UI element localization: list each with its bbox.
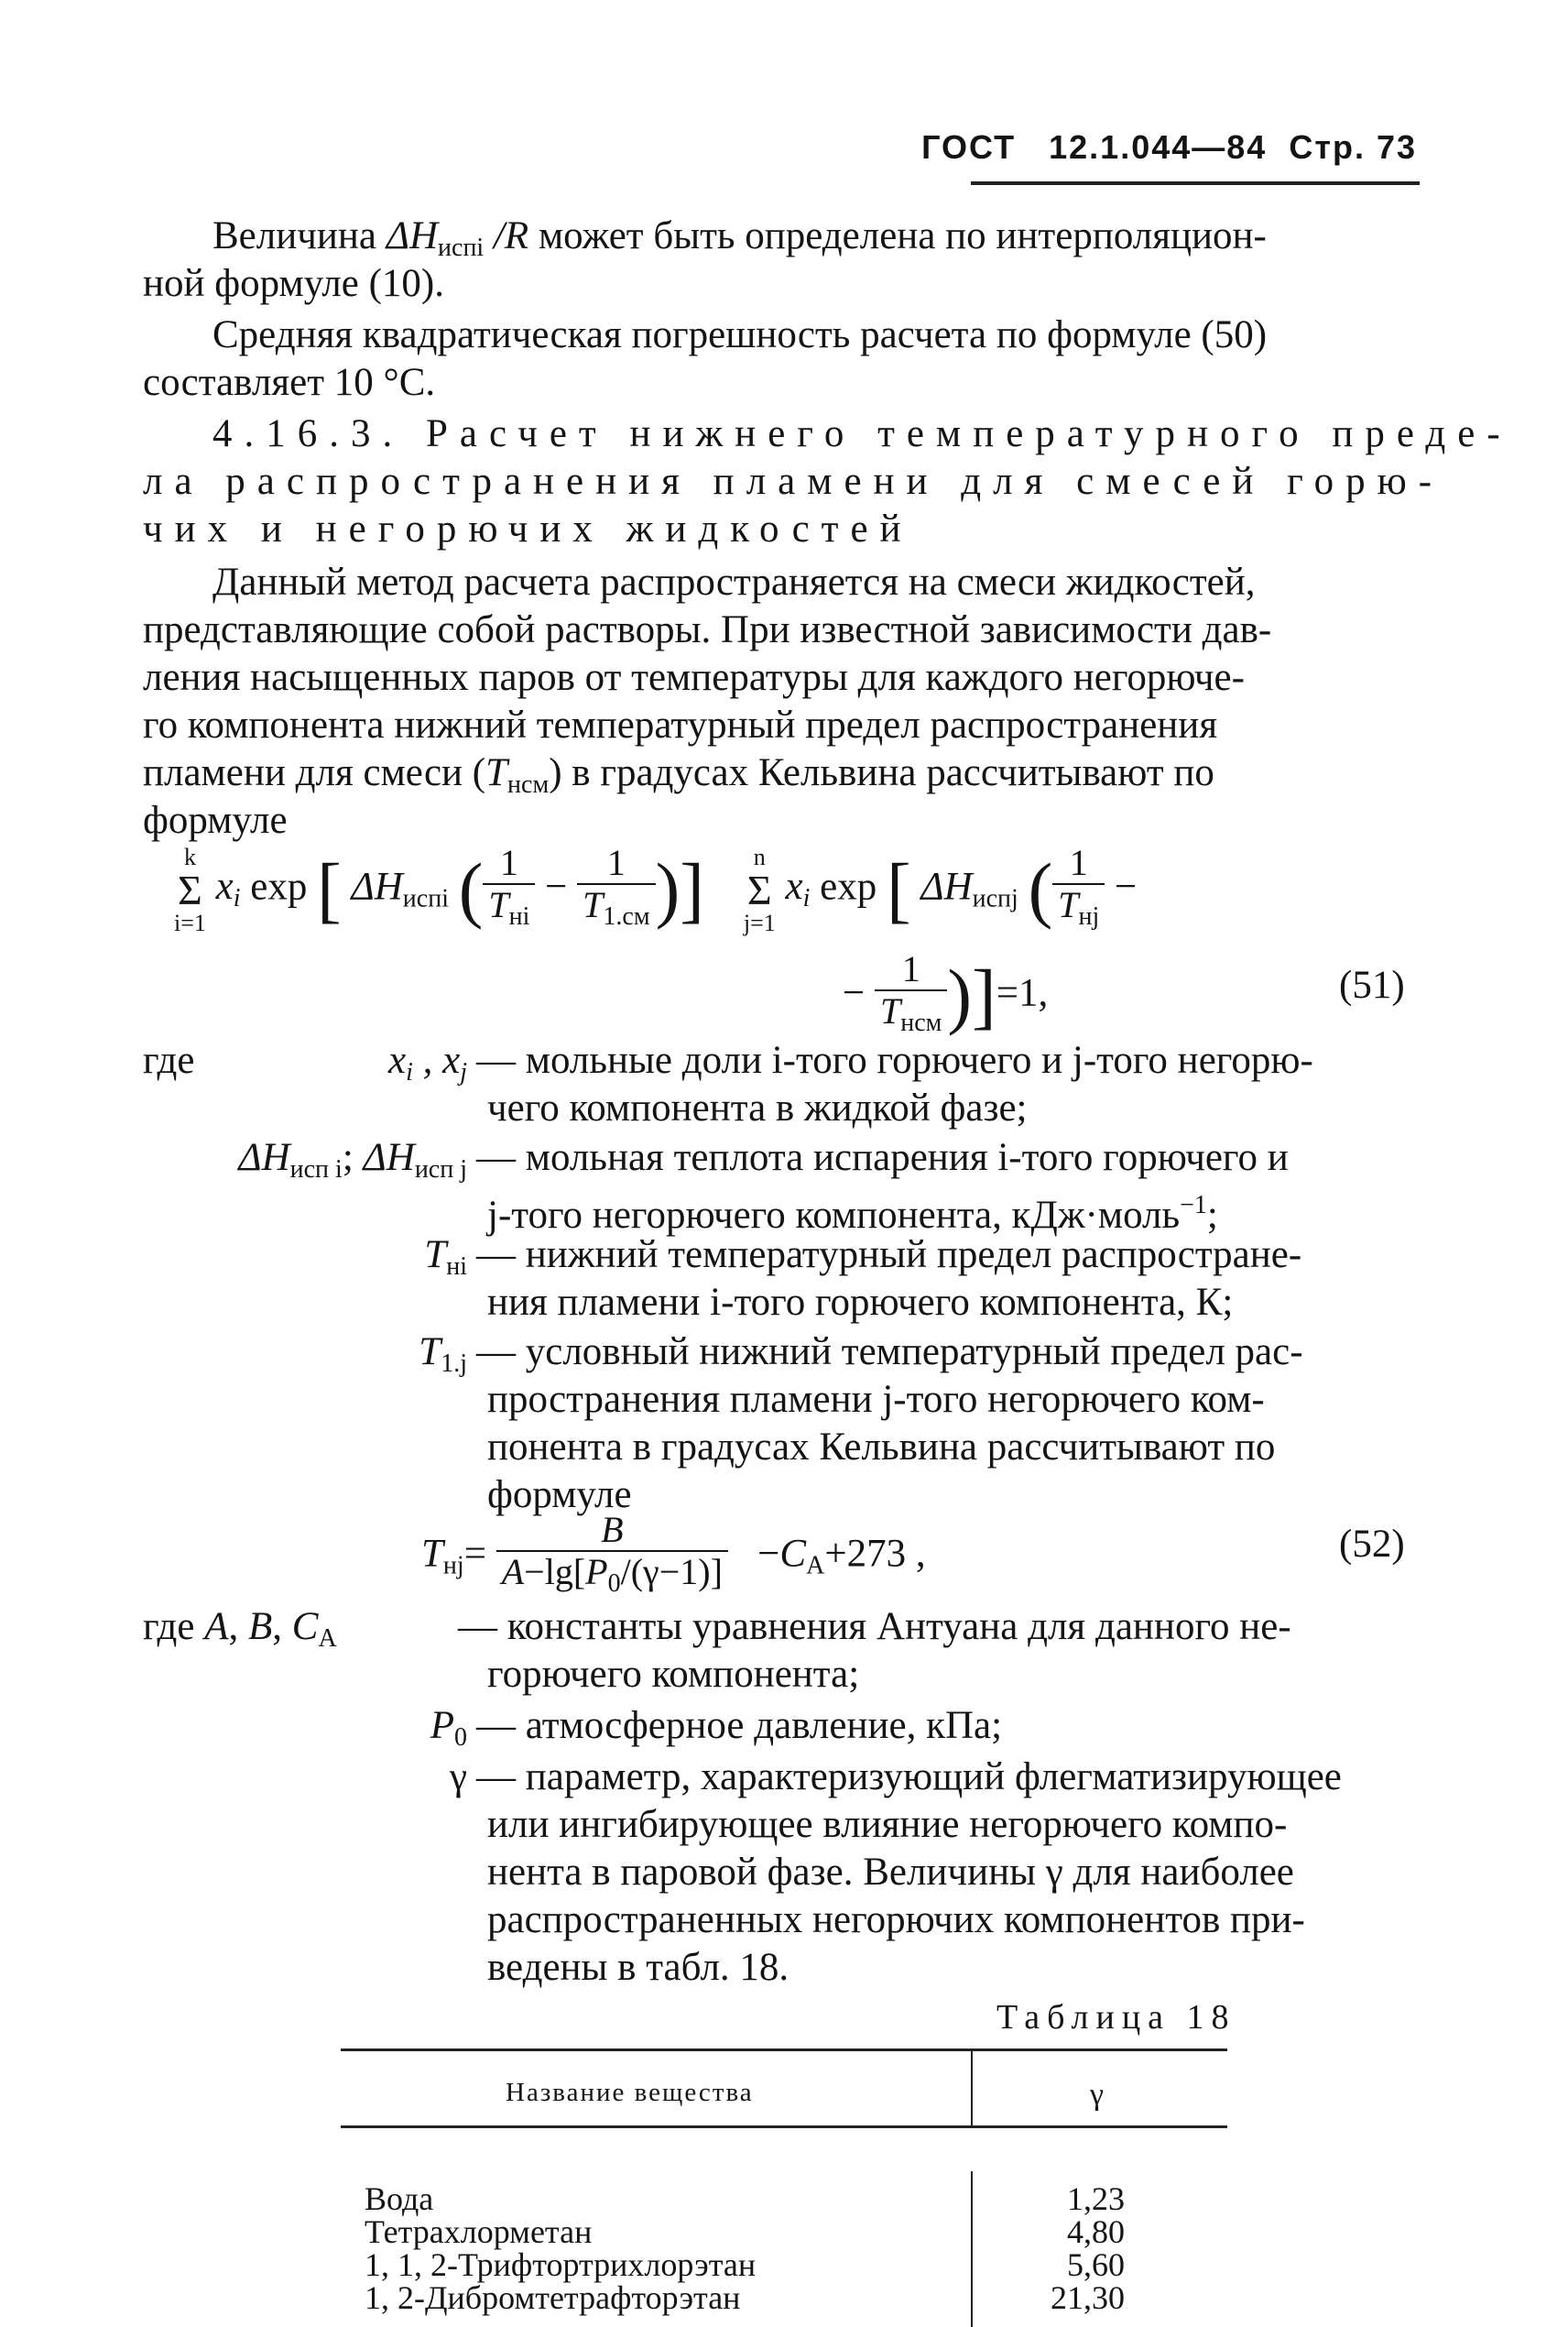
method-line5: пламени для смеси $(T_{нсм})$ в градусах Кельвина рассчитывают по [143,751,1214,799]
header-rule [971,181,1420,185]
table-row-3-gamma: 5,60 [1067,2246,1125,2283]
header-page: Стр. 73 [1289,128,1417,166]
method-line2: представляющие собой растворы. При известной зависимости дав- [143,608,1272,651]
table-row-2-name: Тетрахлорметан [365,2213,593,2250]
def1-line1: — мольные доли i-того горючего и j-того негорю- [476,1039,1313,1082]
section-heading-line1: 4.16.3. Расчет нижнего температурного преде- [212,412,1512,455]
def4-line3: понента в градусах Кельвина рассчитывают по [487,1426,1276,1469]
def7-line1: — параметр, характеризующий флегматизирующее [476,1755,1342,1798]
def7-line5: ведены в табл. 18. [487,1946,789,1989]
def7-line4: распространенных негорючих компонентов при- [487,1898,1305,1941]
def7-symbol: γ [449,1755,467,1798]
def4-line4: формуле [487,1473,632,1516]
sum-j: n Σ j=1 [743,843,776,936]
def6-line1: — атмосферное давление, кПа; [476,1704,1003,1747]
table-row-1-gamma: 1,23 [1067,2180,1125,2217]
para1-line1: Величина $\Delta H_{испi}$ /R может быть определена по интерполяцион- [212,214,1267,262]
def1-line2: чего компонента в жидкой фазе; [487,1087,1028,1130]
def5-line1: — константы уравнения Антуана для данного не- [458,1605,1291,1648]
table-header-gamma: γ [1090,2078,1106,2112]
table-body-divider [971,2171,973,2327]
def3-line1: — нижний температурный предел распростране- [476,1233,1302,1276]
header-standard: ГОСТ [921,128,1017,166]
def2-symbol: $\Delta H_{исп i}$; $\Delta H_{исп j}$ [238,1136,467,1184]
def1-symbol: $x_i$ , $x_j$ [388,1039,467,1087]
header-number: 12.1.044—84 [1049,128,1268,166]
def5-line2: горючего компонента; [487,1653,860,1696]
formula-52: $T_{нj}=$ $\frac{B}{A-\lg[P_0/(\gamma-1)]}$ $-C_A+273$ , [421,1509,926,1598]
sum-i: k Σ i=1 [174,843,206,936]
para1-line2: ной формуле (10). [143,262,444,305]
formula-51-number: (51) [1339,964,1405,1007]
where-label-1: где [143,1039,195,1082]
def3-symbol: $T_{нi}$ [424,1233,467,1281]
para2-line2: составляет 10 °С. [143,361,436,404]
table-row-4-gamma: 21,30 [1051,2279,1125,2316]
formula-52-number: (52) [1339,1523,1405,1566]
para2-line1: Средняя квадратическая погрешность расчета по формуле (50) [212,313,1268,356]
table-row-1-name: Вода [365,2180,434,2217]
method-line6: формуле [143,799,288,842]
def7-line2: или ингибирующее влияние негорючего компо- [487,1803,1288,1846]
where-label-2: где A, B, $C_A$ [143,1605,337,1653]
def2-line1: — мольная теплота испарения i-того горючего и [476,1136,1289,1179]
section-heading-line2: ла распространения пламени для смесей горю- [143,460,1444,503]
table-row-2-gamma: 4,80 [1067,2213,1125,2250]
table-header-name: Название вещества [506,2078,754,2107]
method-line1: Данный метод расчета распространяется на смеси жидкостей, [212,561,1256,604]
section-heading-line3: чих и негорючих жидкостей [143,508,913,551]
def7-line3: нента в паровой фазе. Величины γ для наиболее [487,1851,1294,1894]
page-header [921,128,1417,167]
method-line3: ления насыщенных паров от температуры для каждого негорюче- [143,656,1245,699]
method-line4: го компонента нижний температурный предел распространения [143,704,1218,747]
def2-line2: j-того негорючего компонента, кДж·моль$^{-1}$; [487,1191,1218,1237]
formula-51-line1: k Σ i=1 $x_i$ exp [ $\Delta H_{испi}$ ( $\frac{1}{T_{нi}}$ − $\frac{1}{T_{1.см}}$ )] n Σ j=1 $x_i$ exp [ $\Delta H_{испj}$ ( $\frac{1}{T_{нj}}$ − [174,842,1138,936]
table-header-divider [971,2048,973,2127]
formula-51-line2: − $\frac{1}{T_{нсм}}$ )]=1, [843,948,1049,1037]
def3-line2: ния пламени i-того горючего компонента, К; [487,1281,1234,1324]
table-row-3-name: 1, 1, 2-Трифтортрихлорэтан [365,2246,757,2283]
table-row-4-name: 1, 2-Дибромтетрафторэтан [365,2279,741,2316]
table-title: Таблица 18 [996,1998,1236,2037]
def4-line1: — условный нижний температурный предел рас- [476,1330,1303,1373]
def4-symbol: $T_{1.j}$ [419,1330,467,1378]
table-header-rule [341,2125,1227,2128]
def4-line2: пространения пламени j-того негорючего ком- [487,1378,1265,1421]
def6-symbol: $P_0$ [430,1704,467,1752]
table-top-rule [341,2048,1227,2051]
